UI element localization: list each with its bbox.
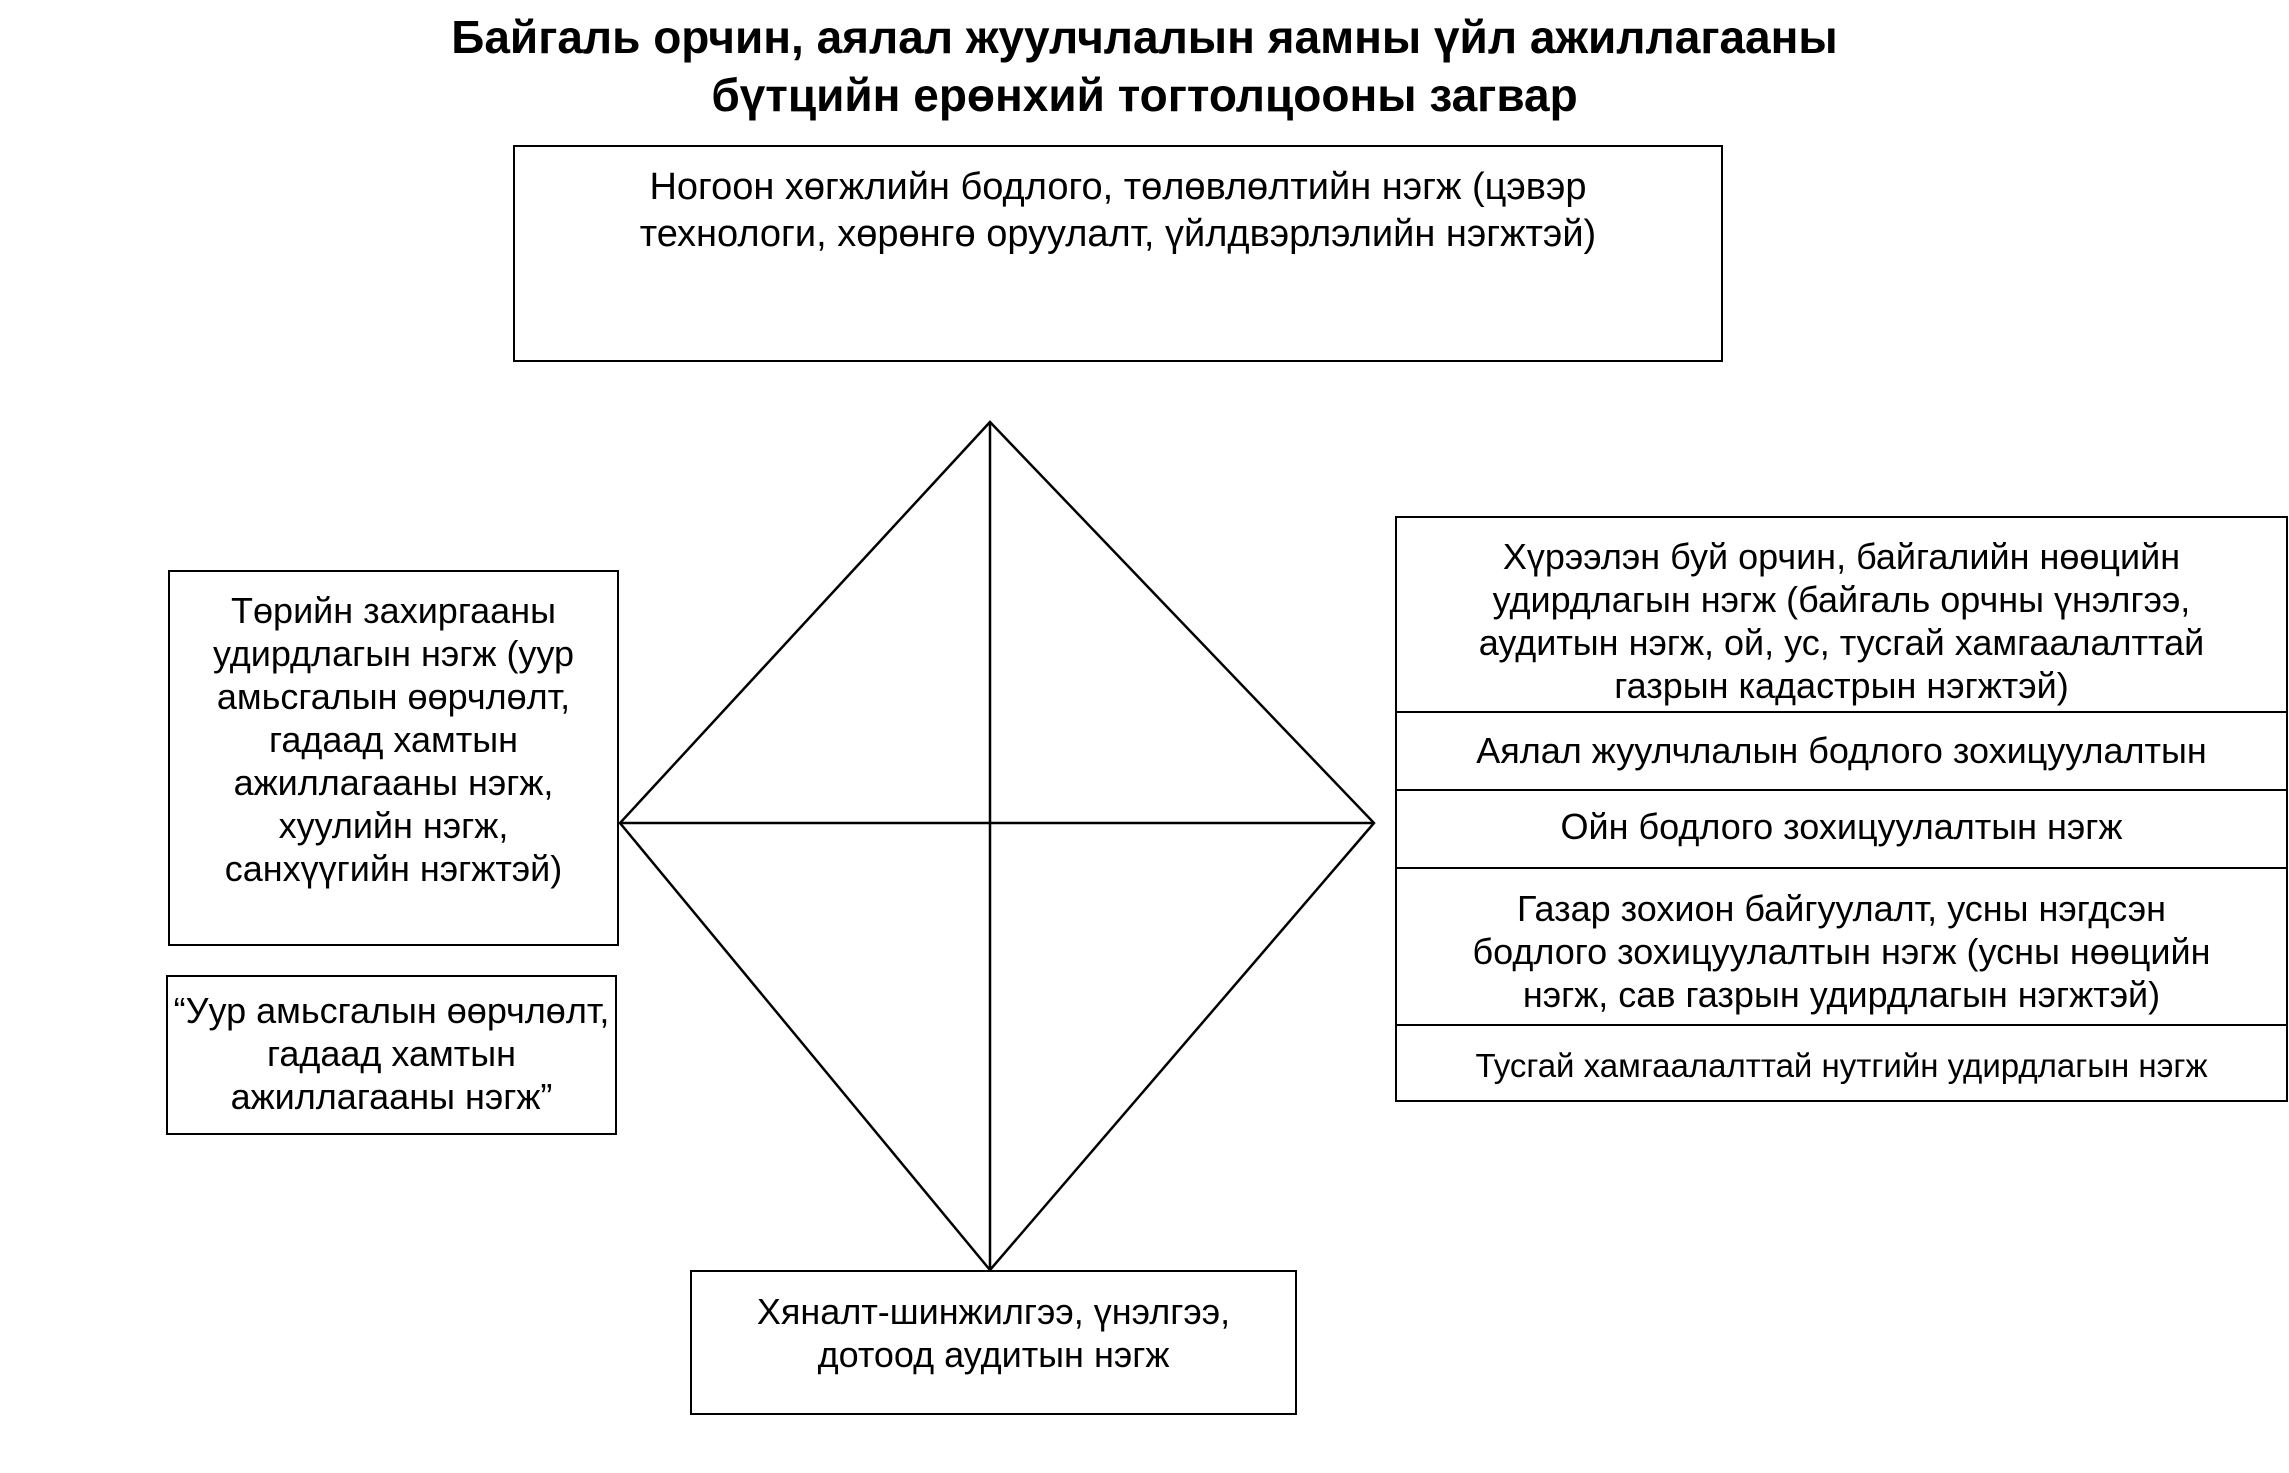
left-box-line: хуулийн нэгж, [278, 805, 509, 846]
left-box-line: амьсгалын өөрчлөлт, [216, 676, 571, 717]
title-line-1: Байгаль орчин, аялал жуулчлалын яамны үйл ажиллагааны [451, 11, 1838, 63]
top-box-line-1: Ногоон хөгжлийн бодлого, төлөвлөлтийн нэгж (цэвэр [649, 166, 1587, 208]
diamond-outline [620, 422, 1374, 1270]
environment-box-line: газрын кадастрын нэгжтэй) [1614, 665, 2069, 706]
land-water-box-line: бодлого зохицуулалтын нэгж (усны нөөцийн [1472, 931, 2211, 972]
forest-box-label: Ойн бодлого зохицуулалтын нэгж [1560, 806, 2123, 847]
bottom-box-line-1: Хяналт-шинжилгээ, үнэлгээ, [756, 1291, 1231, 1332]
climate-change-unit-box [166, 975, 617, 1135]
green-development-policy-box [513, 145, 1723, 362]
protected-areas-box [1395, 1024, 2288, 1102]
environment-box-line: аудитын нэгж, ой, ус, тусгай хамгаалалттай [1478, 622, 2205, 663]
land-water-policy-box [1395, 867, 2288, 1026]
left-box-line: санхүүгийн нэгжтэй) [224, 848, 563, 889]
land-water-box-line: Газар зохион байгуулалт, усны нэгдсэн [1517, 888, 2166, 929]
left-sub-box-line: гадаад хамтын [266, 1033, 517, 1074]
bottom-box-line-2: дотоод аудитын нэгж [817, 1334, 1170, 1375]
left-box-line: Төрийн захиргааны [231, 590, 556, 631]
left-box-line: гадаад хамтын [268, 719, 519, 760]
monitoring-audit-box [690, 1270, 1297, 1415]
tourism-policy-box [1395, 711, 2288, 791]
environment-box-line: удирдлагын нэгж (байгаль орчны үнэлгээ, [1492, 579, 2191, 620]
land-water-box-line: нэгж, сав газрын удирдлагын нэгжтэй) [1522, 974, 2161, 1015]
left-box-line: ажиллагааны нэгж, [233, 762, 554, 803]
tourism-box-label: Аялал жуулчлалын бодлого зохицуулалтын [1476, 730, 2207, 771]
left-sub-box-line: “Уур амьсгалын өөрчлөлт, [173, 990, 610, 1031]
left-sub-box-line: ажиллагааны нэгж” [230, 1076, 553, 1117]
title-line-2: бүтцийн ерөнхий тогтолцооны загвар [711, 69, 1578, 121]
protected-box-label: Тусгай хамгаалалттай нутгийн удирдлагын нэгж [1475, 1047, 2208, 1084]
environment-box-line: Хүрээлэн буй орчин, байгалийн нөөцийн [1502, 536, 2181, 577]
top-box-line-2: технологи, хөрөнгө оруулалт, үйлдвэрлэлийн нэгжтэй) [639, 213, 1597, 255]
state-administration-box [168, 570, 619, 946]
forest-policy-box [1395, 789, 2288, 869]
left-box-line: удирдлагын нэгж (уур [212, 633, 575, 674]
environment-resources-box [1395, 516, 2288, 713]
